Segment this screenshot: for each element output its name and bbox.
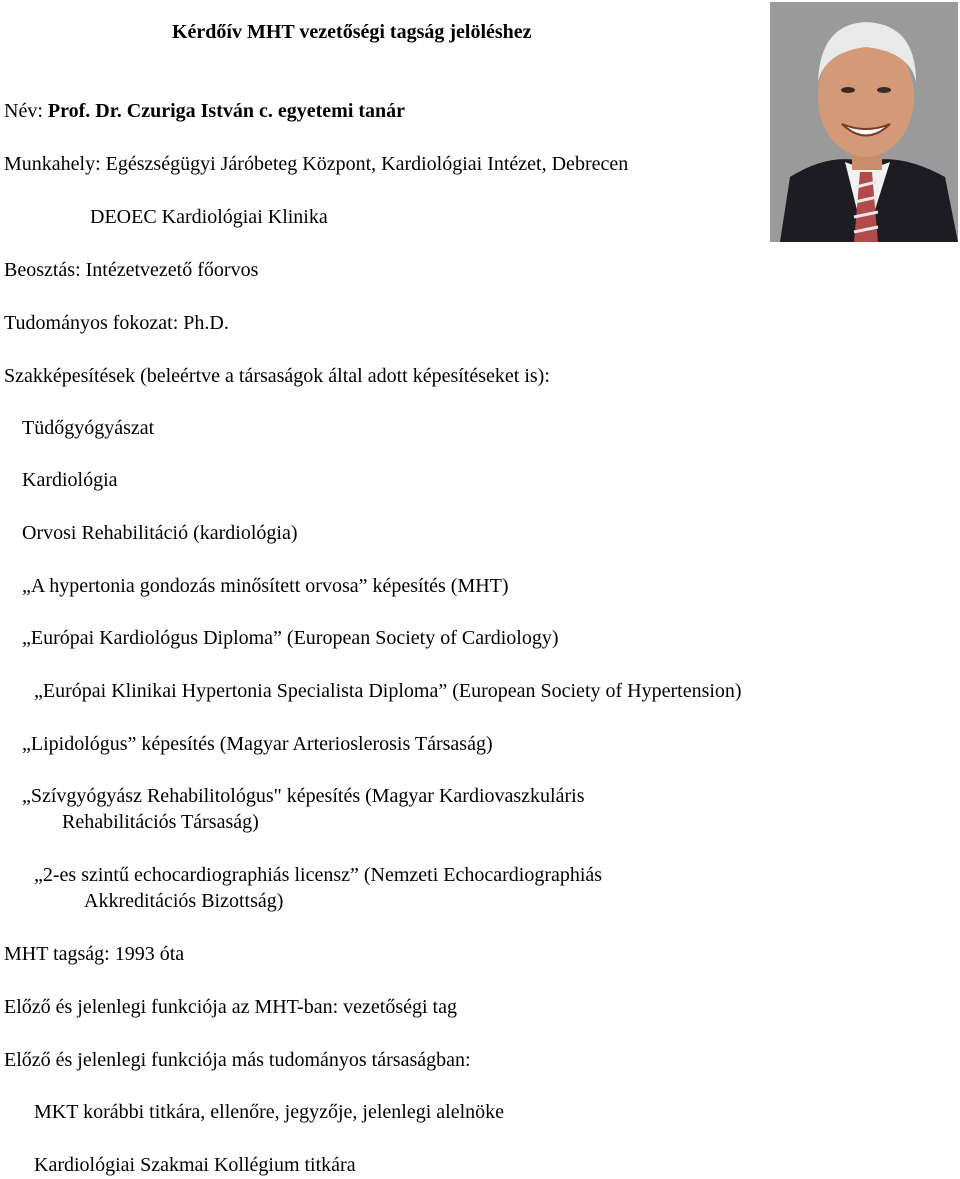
qualification-item: „A hypertonia gondozás minősített orvosa” képesítés (MHT) — [22, 575, 509, 597]
qualification-item: „Európai Klinikai Hypertonia Specialista Diploma” (European Society of Hypertension) — [34, 680, 742, 702]
document-title: Kérdőív MHT vezetőségi tagság jelöléshez — [172, 21, 532, 43]
other-function-heading: Előző és jelenlegi funkciója más tudományos társaságban: — [4, 1049, 471, 1071]
position-line: Beosztás: Intézetvezető főorvos — [4, 259, 259, 281]
other-function-item: MKT korábbi titkára, ellenőre, jegyzője, jelenlegi alelnöke — [34, 1101, 505, 1123]
degree-line: Tudományos fokozat: Ph.D. — [4, 312, 229, 334]
workplace-line-2: DEOEC Kardiológiai Klinika — [90, 206, 328, 228]
name-line — [4, 101, 405, 121]
qualification-item-continuation: Rehabilitációs Társaság) — [62, 811, 259, 833]
mht-function-line: Előző és jelenlegi funkciója az MHT-ban: vezetőségi tag — [4, 996, 457, 1018]
portrait-illustration — [770, 2, 958, 242]
workplace-line-1: Munkahely: Egészségügyi Járóbeteg Központ, Kardiológiai Intézet, Debrecen — [4, 153, 629, 175]
qualification-item: „2-es szintű echocardiographiás licensz” (Nemzeti Echocardiographiás — [34, 864, 603, 886]
other-function-item: Kardiológiai Szakmai Kollégium titkára — [34, 1154, 356, 1176]
qualification-item: „Szívgyógyász Rehabilitológus" képesítés (Magyar Kardiovaszkuláris — [22, 785, 585, 807]
qualification-item: „Lipidológus” képesítés (Magyar Arterioslerosis Társaság) — [22, 733, 493, 755]
name-label: Név: — [4, 100, 48, 122]
name-value: Prof. Dr. Czuriga István c. egyetemi tanár — [47, 100, 406, 122]
qualification-item: Kardiológia — [22, 469, 118, 491]
portrait-photo — [770, 2, 958, 242]
qualification-item-continuation: Akkreditációs Bizottság) — [84, 890, 284, 912]
qualification-item: Orvosi Rehabilitáció (kardiológia) — [22, 522, 298, 544]
membership-line: MHT tagság: 1993 óta — [4, 943, 185, 965]
qualification-item: „Európai Kardiológus Diploma” (European Society of Cardiology) — [22, 627, 559, 649]
qualifications-heading: Szakképesítések (beleértve a társaságok által adott képesítéseket is): — [4, 365, 550, 387]
qualification-item: Tüdőgyógyászat — [22, 417, 155, 439]
